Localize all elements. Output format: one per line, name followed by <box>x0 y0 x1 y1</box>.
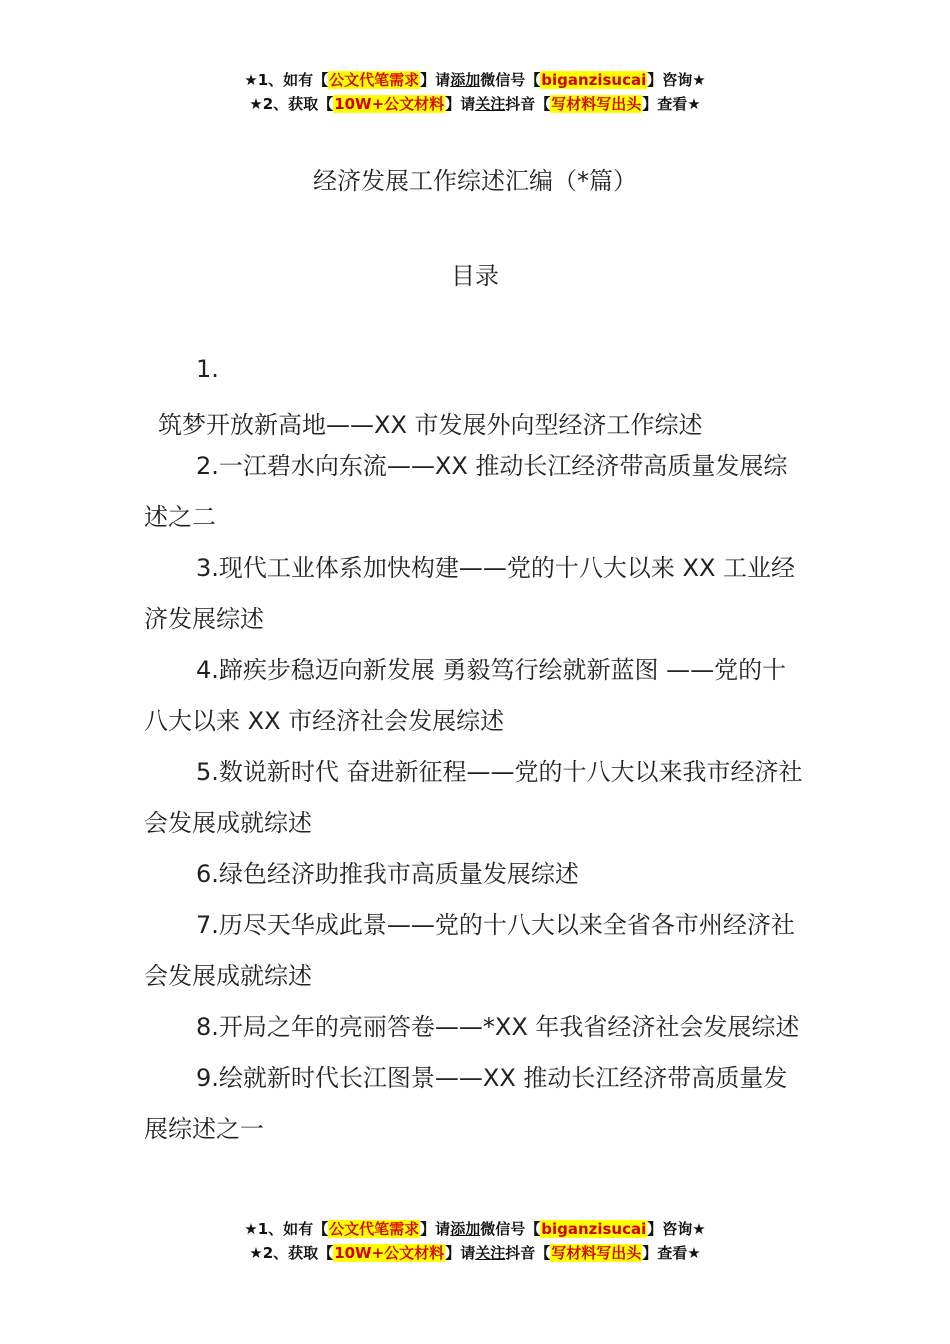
promo-text: ★2、获取【 <box>249 1244 334 1262</box>
promo-underlined-text: 关注 <box>475 1244 506 1262</box>
promo-highlight: biganzisucai <box>541 1220 647 1238</box>
toc-heading: 目录 <box>451 262 499 290</box>
promo-underlined-text: 添加 <box>450 71 481 89</box>
promo-underlined-text: 关注 <box>475 95 506 113</box>
promo-highlight: 写材料写出头 <box>551 1244 642 1262</box>
promo-text: 微信号【 <box>480 1220 541 1238</box>
promo-text: 】查看★ <box>642 95 701 113</box>
promo-highlight: biganzisucai <box>541 71 647 89</box>
promo-text: 抖音【 <box>505 95 551 113</box>
promo-highlight: 公文代笔需求 <box>329 71 420 89</box>
promo-banner-top <box>0 68 950 116</box>
promo-text: 】请 <box>420 71 451 89</box>
promo-text: ★2、获取【 <box>249 95 334 113</box>
promo-highlight: 写材料写出头 <box>551 95 642 113</box>
toc-item-3: 3.现代工业体系加快构建——党的十八大以来 XX 工业经济发展综述 <box>144 554 796 633</box>
promo-text: 】请 <box>445 95 476 113</box>
promo-text: 】咨询★ <box>647 1220 706 1238</box>
toc-item-5: 5.数说新时代 奋进新征程——党的十八大以来我市经济社会发展成就综述 <box>144 758 803 837</box>
toc-item-1-text: 筑梦开放新高地——XX 市发展外向型经济工作综述 <box>158 411 703 439</box>
toc-item-7: 7.历尽天华成此景——党的十八大以来全省各市州经济社会发展成就综述 <box>144 911 795 990</box>
promo-text: 微信号【 <box>480 71 541 89</box>
promo-text: ★1、如有【 <box>244 1220 329 1238</box>
promo-highlight: 公文代笔需求 <box>329 1220 420 1238</box>
promo-text: 抖音【 <box>505 1244 551 1262</box>
promo-text: 】查看★ <box>642 1244 701 1262</box>
promo-text: 】咨询★ <box>647 71 706 89</box>
promo-line-1 <box>0 68 950 92</box>
promo-highlight: 10W+公文材料 <box>334 1244 445 1262</box>
promo-underlined-text: 添加 <box>450 1220 481 1238</box>
promo-line-1 <box>0 1217 950 1241</box>
toc-item-8: 8.开局之年的亮丽答卷——*XX 年我省经济社会发展综述 <box>196 1013 800 1041</box>
table-of-contents <box>144 441 808 1155</box>
promo-line-2 <box>0 92 950 116</box>
document-title: 经济发展工作综述汇编（*篇） <box>313 167 637 195</box>
promo-banner-bottom <box>0 1217 950 1265</box>
toc-item-4: 4.蹄疾步稳迈向新发展 勇毅笃行绘就新蓝图 ——党的十八大以来 XX 市经济社会发展综述 <box>144 656 787 735</box>
promo-line-2 <box>0 1241 950 1265</box>
toc-item-9: 9.绘就新时代长江图景——XX 推动长江经济带高质量发展综述之一 <box>144 1064 788 1143</box>
toc-item-2: 2.一江碧水向东流——XX 推动长江经济带高质量发展综述之二 <box>144 452 788 531</box>
promo-text: 】请 <box>420 1220 451 1238</box>
promo-highlight: 10W+公文材料 <box>334 95 445 113</box>
toc-item-1-number: 1. <box>196 355 219 383</box>
toc-item-6: 6.绿色经济助推我市高质量发展综述 <box>196 860 579 888</box>
promo-text: 】请 <box>445 1244 476 1262</box>
promo-text: ★1、如有【 <box>244 71 329 89</box>
